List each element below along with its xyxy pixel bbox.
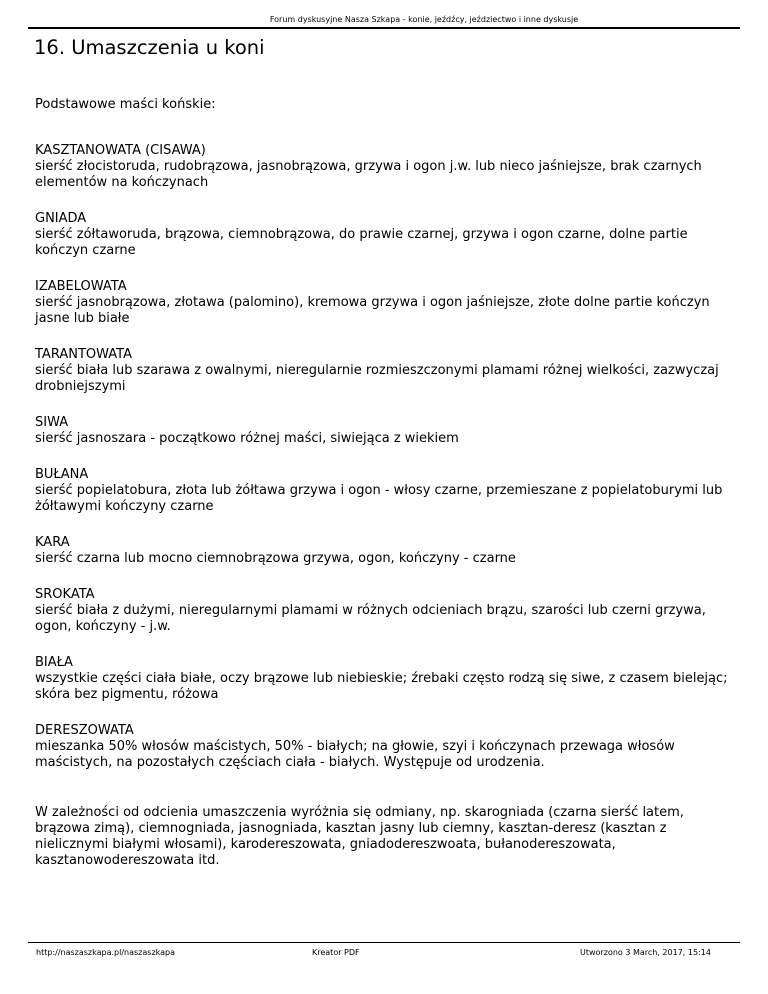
coat-color-name: SROKATA [35,587,95,602]
footer-created-date: Utworzono 3 March, 2017, 15:14 [580,948,711,957]
coat-color-entry [35,535,735,567]
coat-color-description: sierść zółtaworuda, brązowa, ciemnobrązowa, do prawie czarnej, grzywa i ogon czarne, dolne partie kończyn czarne [35,227,688,258]
intro-text: Podstawowe maści końskie: [35,97,216,112]
coat-color-description: sierść jasnoszara - początkowo różnej maści, siwiejąca z wiekiem [35,431,459,446]
closing-paragraph: W zależności od odcienia umaszczenia wyróżnia się odmiany, np. skarogniada (czarna sierść latem, brązowa zimą), ciemnogniada, jasnogniada, kasztan jasny lub ciemny, kasztan-deresz (kasztan z nielicznymi białymi włosami), karodereszowata, gniadodereszwoata, bułanodereszowata, kasztanowodereszowata itd. [35,805,684,868]
footer-url[interactable]: http://naszaszkapa.pl/naszaszkapa [36,948,176,957]
footer-divider [28,942,740,943]
coat-color-description: sierść złocistoruda, rudobrązowa, jasnobrązowa, grzywa i ogon j.w. lub nieco jaśniejsze, brak czarnych elementów na kończynach [35,159,702,190]
coat-color-entry [35,723,735,771]
page-title: 16. Umaszczenia u koni [34,36,265,59]
coat-color-description: mieszanka 50% włosów maścistych, 50% - białych; na głowie, szyi i kończynach przewaga włosów maścistych, na pozostałych częściach ciała - białych. Występuje od urodzenia. [35,739,675,770]
coat-color-entry [35,415,735,447]
coat-color-description: sierść popielatobura, złota lub żółtawa grzywa i ogon - włosy czarne, przemieszane z popielatoburymi lub żółtawymi kończyny czarne [35,483,723,514]
coat-color-description: sierść czarna lub mocno ciemnobrązowa grzywa, ogon, kończyny - czarne [35,551,516,566]
header-divider [28,27,740,29]
coat-color-name: BUŁANA [35,467,89,482]
coat-color-description: sierść biała z dużymi, nieregularnymi plamami w różnych odcieniach brązu, szarości lub czerni grzywa, ogon, kończyny - j.w. [35,603,706,634]
footer-generator: Kreator PDF [312,948,360,957]
coat-color-entry [35,655,735,703]
coat-color-entry [35,467,735,515]
coat-color-description: sierść jasnobrązowa, złotawa (palomino), kremowa grzywa i ogon jaśniejsze, złote dolne partie kończyn jasne lub białe [35,295,710,326]
coat-color-name: BIAŁA [35,655,73,670]
coat-color-entry [35,347,735,395]
page-footer [0,948,768,960]
coat-color-name: SIWA [35,415,69,430]
coat-color-name: KASZTANOWATA (CISAWA) [35,143,206,158]
coat-color-entry [35,143,735,191]
coat-color-entry [35,279,735,327]
coat-color-name: IZABELOWATA [35,279,127,294]
document-body [35,97,735,882]
coat-color-entry [35,211,735,259]
coat-color-name: KARA [35,535,70,550]
coat-color-description: wszystkie części ciała białe, oczy brązowe lub niebieskie; źrebaki często rodzą się siwe, z czasem bielejąc; skóra bez pigmentu, różowa [35,671,728,702]
coat-color-description: sierść biała lub szarawa z owalnymi, nieregularnie rozmieszczonymi plamami różnej wielkości, zazwyczaj drobniejszymi [35,363,719,394]
coat-color-entry [35,587,735,635]
coat-color-name: GNIADA [35,211,87,226]
coat-color-name: TARANTOWATA [35,347,132,362]
coat-color-name: DERESZOWATA [35,723,134,738]
page-header: Forum dyskusyjne Nasza Szkapa - konie, jeźdźcy, jeździectwo i inne dyskusje [269,15,579,24]
